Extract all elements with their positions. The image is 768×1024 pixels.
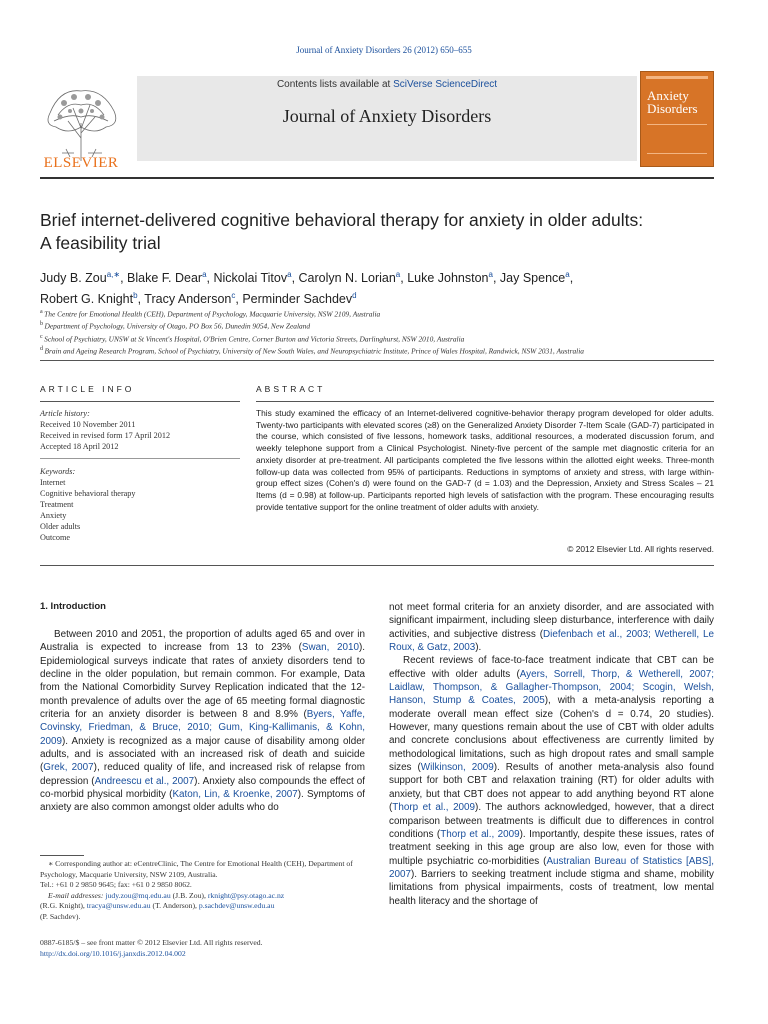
body-text: ). Barriers to seeking treatment include stigma and shame, mobility limitations from physical impairments, costs of treatment, low mental health literacy and the shortage of (389, 868, 714, 907)
sciencedirect-link[interactable]: SciVerse ScienceDirect (393, 79, 498, 90)
contents-availability (137, 79, 637, 90)
issn-line: 0887-6185/$ – see front matter © 2012 Elsevier Ltd. All rights reserved. (40, 938, 263, 947)
keywords-rule (40, 458, 240, 459)
citation-link[interactable]: Andreescu et al., 2007 (94, 775, 195, 787)
section-heading-introduction: 1. Introduction (40, 601, 106, 612)
abstract-bottom-rule (40, 565, 714, 566)
citation-link[interactable]: Ayers, Sorrell, Thorp, & Wetherell, 2007; Laidlaw, Thompson, & Gallagher-Thompson, 2004; Scogin, Welsh, Hanson, Stump & Coates, 2005 (389, 668, 714, 707)
info-rule (40, 401, 240, 402)
author-separator: , (291, 271, 299, 286)
journal-banner (40, 69, 714, 169)
author-name: Judy B. Zou (40, 271, 107, 286)
body-text: ), reduced quality of life, and increased risk of relapse from depression ( (40, 762, 365, 787)
author-name: Blake F. Dear (127, 271, 203, 286)
history-item: Accepted 18 April 2012 (40, 442, 119, 451)
affiliation-text: School of Psychiatry, UNSW at St Vincent's Hospital, O'Brien Centre, Corner Burton and Victoria Streets, Darlinghurst, NSW 2010, Australia (44, 334, 465, 344)
journal-title: Journal of Anxiety Disorders (282, 106, 492, 126)
contact-phone: Tel.: +61 0 2 9850 9645; fax: +61 0 2 9850 8062. (40, 880, 192, 890)
email-link[interactable]: rknight@psy.otago.ac.nz (207, 890, 285, 900)
body-text: ). (475, 642, 482, 654)
author-separator: , (492, 271, 500, 286)
affiliation (40, 344, 720, 356)
publisher-name: ELSEVIER (43, 155, 119, 171)
author-name: Carolyn N. Lorian (298, 271, 396, 286)
citation-link[interactable]: Australian Bureau of Statistics [ABS], 2007 (389, 855, 715, 880)
author-name: Luke Johnston (407, 271, 489, 286)
cover-stripe (646, 76, 708, 79)
article-title (40, 209, 720, 255)
author-separator: , (120, 271, 128, 286)
article-history (40, 408, 240, 452)
citation-link[interactable]: Thorp et al., 2009 (392, 802, 476, 814)
affiliation-rule (40, 360, 714, 361)
email-addresses-cont (40, 901, 380, 912)
author-affiliation-marker[interactable]: a (287, 270, 292, 279)
right-column (389, 601, 714, 908)
abstract-rule (256, 401, 714, 402)
email-addresses (40, 891, 380, 902)
journal-header-box (137, 76, 637, 161)
author-name: Perminder Sachdev (242, 292, 353, 307)
keywords-label: Keywords: (40, 467, 76, 476)
body-text: ). Epidemiological surveys indicate that rates of anxiety disorders tend to decline in the older population, but remain common. For example, Data from the National Comorbidity Survey Replication indicated that the 12-month prevalence of adults over the age of 65 meeting formal diagnostic criteria for an anxiety disorder is between 8 and 8.9% ( (40, 642, 365, 721)
body-text: not meet formal criteria for an anxiety disorder, and are associated with significant impairment, including sleep disturbance, interference with daily activities, and subjective distress ( (389, 602, 714, 640)
author-name: Nickolai Titov (213, 271, 288, 286)
author-affiliation-marker[interactable]: c (231, 291, 236, 301)
abstract-text: This study examined the efficacy of an Internet-delivered cognitive-behavior therapy program developed for older adults. Twenty-two participants with elevated scores (≥8) on the Generalized Anxiety Disorder 7-Item Scale (GAD-7) participated in the course, which consisted of five lessons, homework tasks, additional resources, a moderated discussion forum, and weekly telephone support from a Clinical Psychologist. Ninety-five percent of the sample met diagnostic criteria for an anxiety disorder at pre-treatment. All participants completed the five lessons within the allotted eight weeks. Three-month follow-up data was collected from 95% of participants. Reductions in symptoms of anxiety and stress, with large within-group effect sizes (Cohen's d) were found on the GAD-7 (d = 1.03) and the Depression, Anxiety and Stress Scales – 21 Items (d = 0.98) at follow-up. Participants reported high levels of satisfaction with the program. These encouraging results provide tentative support for the online treatment of older adults with anxiety. (256, 408, 714, 512)
email-addresses-cont (40, 912, 380, 923)
email-owner: (T. Anderson), (150, 901, 199, 911)
citation-link[interactable]: Wilkinson, 2009 (420, 762, 494, 774)
body-text: ). Anxiety also compounds the effect of co-morbid physical morbidity ( (40, 775, 366, 801)
cover-title-line1: Anxiety (647, 88, 689, 103)
front-matter-meta (40, 938, 380, 959)
author-name: Tracy Anderson (144, 292, 232, 307)
cover-title-line2: Disorders (647, 101, 698, 116)
paragraph (389, 654, 714, 908)
left-column (40, 628, 365, 815)
body-text: Between 2010 and 2051, the proportion of adults aged 65 and over in Australia is expected to increase from 13 to 23% ( (40, 629, 365, 654)
affiliations (40, 307, 720, 357)
body-text: ). Anxiety is recognized as a major cause of disability among older adults, and is associated with an increased risk of death and suicide ( (40, 735, 365, 774)
author-affiliation-marker[interactable]: a,∗ (106, 270, 121, 279)
corresponding-author-footnote (40, 859, 380, 923)
author-separator: , (400, 271, 408, 286)
email-label: E-mail addresses: (48, 890, 104, 900)
author-affiliation-marker[interactable]: a (488, 270, 493, 279)
author-affiliation-marker[interactable]: b (133, 291, 138, 301)
affiliation-key: c (40, 333, 45, 340)
body-text: ). Symptoms of anxiety are also common amongst older adults who do (40, 789, 365, 814)
email-owner: (P. Sachdev). (40, 911, 81, 921)
body-text: ). Importantly, despite these issues, rates of treatment seeking in this age group are also low, even for those with multiple psychiatric co-morbidities ( (389, 828, 714, 867)
abstract-heading: ABSTRACT (256, 384, 326, 394)
author-separator: , (137, 292, 145, 307)
body-text: Recent reviews of face-to-face treatment indicate that CBT can be effective with older adults ( (389, 655, 714, 680)
affiliation-text: Department of Psychology, University of Otago, PO Box 56, Dunedin 9054, New Zealand (44, 321, 311, 331)
email-link[interactable]: judy.zou@mq.edu.au (105, 890, 171, 900)
email-link[interactable]: p.sachdev@unsw.edu.au (198, 901, 275, 911)
email-link[interactable]: tracya@unsw.edu.au (86, 901, 151, 911)
citation-link[interactable]: Diefenbach et al., 2003; Wetherell, Le Roux, & Gatz, 2003 (389, 628, 714, 654)
body-text: ). The authors acknowledged, however, that a direct comparison between treatments is difficult due to differences in control conditions ( (389, 802, 714, 840)
citation-link[interactable]: Byers, Yaffe, Covinsky, Friedman, & Bruce, 2010; Gum, King-Kallimanis, & Kohn, 2009 (40, 709, 365, 747)
corresponding-author: ∗ Corresponding author at: eCentreClinic, The Centre for Emotional Health (CEH), Department of Psychology, Macquarie University, NSW 2109, Australia. (40, 859, 353, 879)
author-separator: , (569, 271, 574, 286)
keyword: Outcome (40, 533, 71, 542)
keyword: Older adults (40, 522, 81, 531)
keyword: Internet (40, 478, 66, 487)
title-line-2: A feasibility trial (40, 233, 161, 253)
paragraph (40, 628, 365, 815)
footnote-rule (40, 855, 84, 856)
affiliation-text: The Centre for Emotional Health (CEH), Department of Psychology, Macquarie University, NSW 2109, Australia (44, 309, 381, 319)
author-affiliation-marker[interactable]: a (202, 270, 207, 279)
history-item: Received 10 November 2011 (40, 420, 136, 429)
keywords (40, 466, 240, 543)
keyword: Cognitive behavioral therapy (40, 489, 136, 498)
doi-link[interactable]: http://dx.doi.org/10.1016/j.janxdis.2012.04.002 (40, 948, 186, 958)
article-info-heading: ARTICLE INFO (40, 384, 135, 394)
running-head[interactable]: Journal of Anxiety Disorders 26 (2012) 650–655 (296, 45, 472, 55)
author-affiliation-marker[interactable]: a (395, 270, 401, 279)
affiliation-text: Brain and Ageing Research Program, School of Psychiatry, University of New South Wales, and Neuropsychiatric Institute, Prince of Wales Hospital, Randwick, NSW 2031, Australia (44, 346, 584, 356)
keyword: Treatment (40, 500, 74, 509)
cover-decoration (647, 124, 707, 154)
author-list (40, 266, 720, 308)
email-owner: (R.G. Knight), (40, 901, 87, 911)
journal-cover-thumbnail (640, 71, 714, 167)
author-affiliation-marker[interactable]: d (352, 291, 357, 301)
author-separator: , (206, 271, 214, 286)
affiliation (40, 319, 720, 331)
affiliation-key: b (40, 321, 45, 328)
affiliation-key: a (40, 309, 45, 315)
keyword: Anxiety (40, 511, 67, 520)
email-owner: (J.B. Zou), (170, 890, 208, 900)
contents-prefix: Contents lists available at (276, 79, 394, 90)
citation-link[interactable]: Katon, Lin, & Kroenke, 2007 (172, 789, 298, 801)
body-text: ). Results of another meta-analysis also found support for both CBT and relaxation training (RT) for older adults with anxiety, but that CBT does not appear to add anything beyond RT alone ( (389, 762, 714, 814)
paragraph (389, 601, 714, 654)
author-name: Robert G. Knight (40, 292, 134, 307)
author-affiliation-marker[interactable]: a (565, 270, 570, 279)
citation-link[interactable]: Thorp et al., 2009 (440, 828, 520, 840)
affiliation (40, 332, 720, 344)
author-name: Jay Spence (499, 271, 566, 286)
body-text: ), with a meta-analysis reporting a moderate overall mean effect size (Cohen's d = 0.74, 20 studies). However, many questions remain about the use of CBT with older adults and concrete conclusions about effectiveness are currently limited by methodological limitations, such as high dropout rates and small sample sizes ( (389, 695, 714, 774)
author-separator: , (235, 292, 243, 307)
title-line-1: Brief internet-delivered cognitive behavioral therapy for anxiety in older adults: (40, 210, 644, 230)
citation-link[interactable]: Swan, 2010 (301, 642, 359, 654)
affiliation (40, 307, 720, 319)
history-label: Article history: (40, 409, 90, 418)
abstract-copyright: © 2012 Elsevier Ltd. All rights reserved. (567, 544, 714, 554)
header-rule (40, 177, 714, 179)
citation-link[interactable]: Grek, 2007 (43, 762, 94, 774)
affiliation-key: d (40, 346, 45, 353)
history-item: Received in revised form 17 April 2012 (40, 431, 171, 440)
